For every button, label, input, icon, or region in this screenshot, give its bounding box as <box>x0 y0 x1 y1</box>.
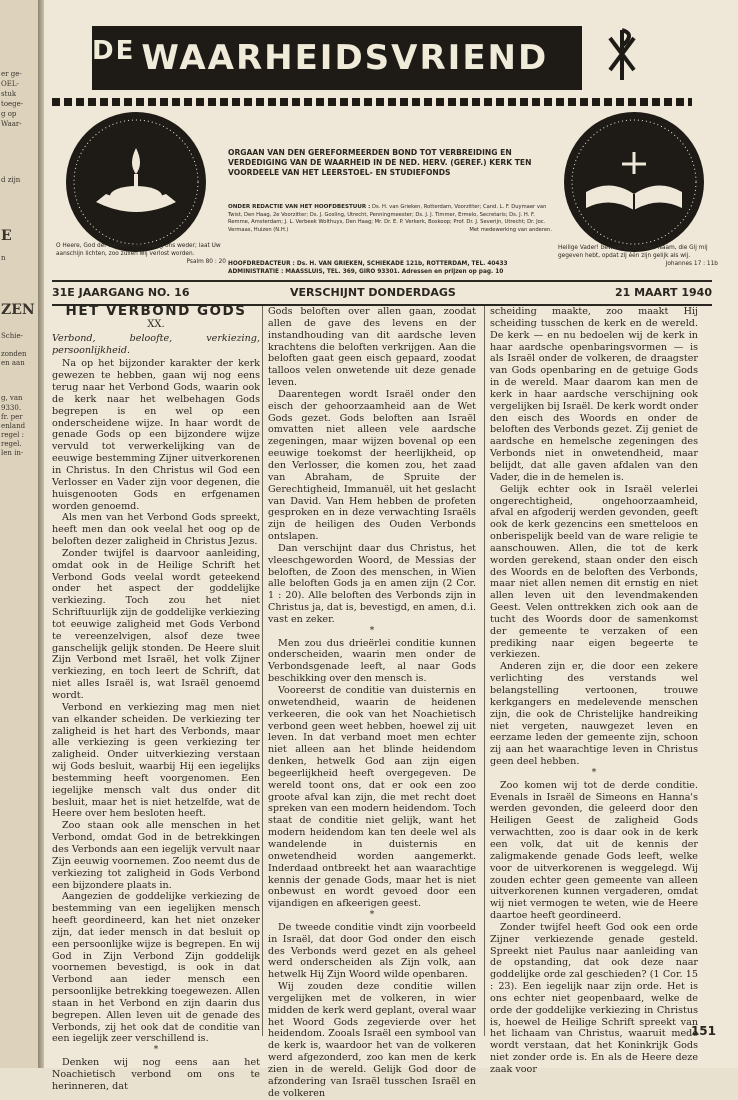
editor-info <box>228 260 552 276</box>
page-number: 151 <box>690 1024 716 1038</box>
prev-fragment: g, van <box>1 394 23 402</box>
masthead-title-de: DE <box>92 36 136 66</box>
lamp-emblem <box>66 112 206 252</box>
paragraph: Gelijk echter ook in Israël velerlei ongerechtigheid, ongehoorzaamheid, afval en afgoderij werden gevonden, geeft ook de kerk gezencins een smetteloos en onberispelijk beeld van de ware religie te aanschouwen. Allen, die tot de kerk worden gerekend, staan onder den eisch des Woords en de beloften des Verbonds, maar niet allen nemen dit ernstig en niet allen leven uit den levendmakenden Geest. Velen onttrekken zich ook aan de tucht des Woords door de samenkomst der gemeente te verzaken of een prediking naar eigen begeerte te verkiezen. <box>490 483 698 661</box>
prev-fragment: regel. <box>1 440 22 448</box>
issue-frequency: VERSCHIJNT DONDERDAGS <box>290 286 456 299</box>
prev-fragment: Schie- <box>1 332 23 340</box>
paragraph: Zonder twijfel heeft God ook een orde Zijner verkiezende genade gesteld. Spreekt niet Paulus naar aanleiding van de opstanding, dat ook deze naar goddelijke orde zal geschieden? (1 Cor. 15 : 23). Een iegelijk naar zijn orde. Het is ons echter niet geopenbaard, welke de orde der goddelijke verkiezing in Christus is, hoewel de Heilige Schrift spreekt van het lichaam van Christus, waaruit mede wordt verstaan, dat het Koninkrijk Gods niet zonder orde is. En als de Heere deze zaak voor <box>490 921 698 1075</box>
paragraph: Verbond en verkiezing mag men niet van elkander scheiden. De verkiezing ter zaligheid is het hart des Verbonds, maar alle verkiezing is geen verkiezing ter zaligheid. Onder uitverkiezing verstaan wij Gods besluit, waarbij Hij een iegelijks bestemming heeft voorgenomen. Een iegelijke mensch valt dus onder dit besluit, maar het is niet hetzelfde, wat de Heere over hem besloten heeft. <box>52 701 260 820</box>
paragraph: Aangezien de goddelijke verkiezing de bestemming van een iegelijken mensch heeft geordineerd, kan het niet onzeker zijn, dat ieder mensch in dat besluit op een persoonlijke wijze is begrepen. En wij God in Zijn Verbond Zijn goddelijk voornemen bevestigd, is ook in dat Verbond aan ieder mensch een persoonlijke betrekking toegewezen. Allen staan in het Verbond en zijn daarin dus begrepen. Allen leven uit de genade des Verbonds, zij het ook dat de conditie van een iegelijk zeer verschillend is. <box>52 891 260 1045</box>
prev-fragment: ZEN <box>1 302 35 318</box>
paragraph: Wij zouden deze conditie willen vergelijken met de volkeren, in wier midden de kerk werd geplant, overal waar het Woord Gods zegevierde over het heidendom. Zooals Israël een symbool van de kerk is, waardoor het van de volkeren werd afgezonderd, zoo kan men de kerk zien in de wereld. Gelijk God door de afzondering van Israël tusschen Israël en de volkeren <box>268 981 476 1099</box>
article-subtitle: Verbond, beloofte, verkiezing, persoonlijkheid. <box>52 332 260 356</box>
editor-in-chief: HOOFDREDACTEUR : Ds. H. VAN GRIEKEN, SCHIEKADE 121b, ROTTERDAM, TEL. 40433 <box>228 261 508 267</box>
editorial-board-tail: Met medewerking van anderen. <box>469 226 552 233</box>
article-column-1 <box>52 303 260 1093</box>
paragraph: De tweede conditie vindt zijn voorbeeld in Israël, dat door God onder den eisch des Verbonds werd gezet en als geheel werd onderscheiden als Zijn volk, aan hetwelk Hij Zijn Woord wilde openbaren. <box>268 921 476 981</box>
masthead-title-main: WAARHEIDSVRIEND <box>141 38 549 78</box>
prev-fragment: g op <box>1 110 17 118</box>
motto-right-ref: Johannes 17 : 11b <box>665 261 718 267</box>
column-divider <box>484 306 485 1036</box>
article-title: HET VERBOND GODS <box>65 303 247 319</box>
paragraph: Als men van het Verbond Gods spreekt, heeft men dan ook veelal het oog op de beloften dezer zaligheid in Christus Jezus. <box>52 512 260 548</box>
decorative-border <box>52 98 692 106</box>
prev-fragment: regel : <box>1 431 24 439</box>
prev-fragment: en aan <box>1 359 25 367</box>
editorial-board-members: Ds. H. van Grieken, Rotterdam, Voorzitter; Cand. L. F. Duymaer van Twist, Den Haag, 2e Voorzitter; Ds. J. Gosling, Utrecht, Penningmeester; Ds. J. J. Timmer, Ermelo, Secretaris; Ds. J. H. F. Remme, Amsterdam; J. L. Verbeek Wolthuys, Den Haag; Mr. Dr. E. P. Verkerk, Boskoop; Prof. Dr. J. Severijn, Utrecht; Dr. Joc. Vermaas, Huizen (N.H.) <box>228 204 547 233</box>
motto-right: Heilige Vader! bewaar ze in Uwen Naam, die Gij mij gegeven hebt, opdat zij één zijn gelijk als wij. Johannes 17 : 11b <box>558 245 718 267</box>
prev-fragment: stuk <box>1 90 17 98</box>
prev-fragment: E <box>1 228 12 244</box>
section-separator: * <box>369 910 375 921</box>
organ-statement: ORGAAN VAN DEN GEREFORMEERDEN BOND TOT VERBREIDING EN VERDEDIGING VAN DE WAARHEID IN DE NED. HERV. (GEREF.) KERK TEN VOORDEELE VAN HET LEERSTOEL- EN STUDIEFONDS <box>228 148 532 177</box>
prev-fragment: OEL- <box>1 80 19 88</box>
masthead-title <box>92 38 548 78</box>
paragraph: Zoo staan ook alle menschen in het Verbond, omdat God in de betrekkingen des Verbonds aan een iegelijk vervult naar Zijn eeuwig voornemen. Zoo neemt dus de verkiezing tot zaligheid in Gods Verbond een bijzondere plaats in. <box>52 820 260 891</box>
prev-fragment: len in- <box>1 449 24 457</box>
issue-volume: 31E JAARGANG NO. 16 <box>52 286 190 299</box>
article-column-3 <box>490 306 698 1076</box>
column-divider <box>262 306 263 1036</box>
section-separator: * <box>591 767 597 778</box>
issue-date: 21 MAART 1940 <box>614 286 712 299</box>
administration: ADMINISTRATIE : MAASSLUIS, TEL. 369, GIRO 93301. Adressen en prijzen op pag. 10 <box>228 269 504 275</box>
masthead <box>52 20 718 278</box>
motto-left: O Heere, God der heirscharen, breng ons weder; laat Uw aanschijn lichten, zoo zullen wij verlost worden. Psalm 80 : 20 <box>56 243 226 265</box>
prev-fragment: n <box>1 254 6 262</box>
paragraph: Vooreerst de conditie van duisternis en onwetendheid, waarin de heidenen verkeeren, die ook van het Noachietisch verbond geen weet hebben, hoewel zij uit leven. In dat verband moet men echter niet alleen aan het blinde heidendom denken, hetwelk God aan zijn eigen begeerlijkheid heeft overgegeven. De wereld toont ons, dat er ook een zoo groote afval kan zijn, die met recht doet spreken van een modern heidendom. Toch staat de conditie niet gelijk, want het modern heidendom kan ten deele wel als wandelende in duisternis en onwetendheid worden aangemerkt. Inderdaad ontbreekt het aan waarachtige kennis der genade Gods, maar het is niet onbewust en wordt gevoed door een vijandigen en afkeerigen geest. <box>268 685 476 910</box>
paragraph: Na op het bijzonder karakter der kerk gewezen te hebben, gaan wij nog eens terug naar het Verbond Gods, waarin ook de kerk naar het welbehagen Gods begrepen is en wel op een onderscheidene wijze. In haar wordt de genade Gods op een bijzondere wijze vervuld tot verwerkelijking van de eeuwige bestemming Zijner uitverkorenen in Christus. In den Christus wil God een Verlosser en Vader zijn voor degenen, die huisgenooten Gods en erfgenamen worden genoemd. <box>52 358 260 512</box>
prev-fragment: d zijn <box>1 176 21 184</box>
prev-fragment: fr. per <box>1 413 23 421</box>
chi-rho-icon <box>592 24 652 84</box>
paragraph: Gods beloften over allen gaan, zoodat allen de gave des levens en der instandhouding van dit aardsche leven krachtens die beloften verkrijgen. Aan die beloften gaat geen eisch gepaard, zoodat talloos velen onwetende uit deze genade leven. <box>268 306 476 389</box>
bible-emblem <box>564 112 704 252</box>
paragraph: Zonder twijfel is daarvoor aanleiding, omdat ook in de Heilige Schrift het Verbond Gods veelal wordt geteekend onder het aspect der goddelijke verkiezing. Toch zou het niet Schriftuurlijk zijn de goddelijke verkiezing tot eeuwige zaligheid met Gods Verbond te vereenzelvigen, alsof deze twee ganschelijk gelijk stonden. De Heere sluit Zijn Verbond met Israël, het volk Zijner verkiezing, en toch leert de Schrift, dat niet alles Israël is, wat Israël genoemd wordt. <box>52 547 260 701</box>
prev-fragment: enland <box>1 422 26 430</box>
article-column-2 <box>268 306 476 1100</box>
motto-left-ref: Psalm 80 : 20 <box>186 259 226 265</box>
prev-fragment: Waar- <box>1 120 22 128</box>
paragraph: Dan verschijnt daar dus Christus, het vleeschgeworden Woord, de Messias der beloften, de Zoon des menschen, in Wien alle beloften Gods ja en amen zijn (2 Cor. 1 : 20). Alle beloften des Verbonds zijn in Christus ja, dat is, bevestigd, en amen, d.i. vast en zeker. <box>268 542 476 625</box>
oil-lamp-icon <box>66 112 206 252</box>
prev-fragment: toege- <box>1 100 24 108</box>
paragraph: scheiding maakte, zoo maakt Hij scheiding tusschen de kerk en de wereld. De kerk — en nu bedoelen wij de kerk in haar aardsche openbaringsvormen — is als Israël onder de volkeren, de draagster van Gods openbaring en de getuige Gods in de wereld. Maar daarom kan men de kerk in haar aardsche verschijning ook vergelijken bij Israël. De kerk wordt onder den eisch des Woords en onder de beloften des Verbonds gezet. Zij geniet de aardsche en hemelsche zegeningen des Verbonds niet in onwetendheid, maar belijdt, dat alle gaven afdalen van den Vader, die in de hemelen is. <box>490 306 698 483</box>
prev-fragment: zonden <box>1 350 27 358</box>
open-book-icon <box>564 112 704 252</box>
newspaper-page <box>44 0 738 1099</box>
article-number: XX. <box>147 318 165 330</box>
paragraph: Anderen zijn er, die door een zekere verlichting des verstands wel belangstelling vertoonen, trouwe kerkgangers en medelevende menschen zijn, die ook de Christelijke handreiking niet vergeten, nauwgezet leven en eerzame leden der gemeente zijn, schoon zij aan het waarachtige leven in Christus geen deel hebben. <box>490 661 698 768</box>
prev-fragment: er ge- <box>1 70 22 78</box>
prev-fragment: 9330. <box>1 404 22 412</box>
section-separator: * <box>369 625 375 636</box>
editorial-board <box>228 204 552 234</box>
editorial-board-heading: ONDER REDACTIE VAN HET HOOFDBESTUUR : <box>228 204 371 210</box>
paragraph: Denken wij nog eens aan het Noachietisch verbond om ons te herinneren, dat <box>52 1057 260 1092</box>
section-separator: * <box>153 1045 159 1056</box>
paragraph: Daarentegen wordt Israël onder den eisch der gehoorzaamheid aan de Wet Gods gezet. Gods beloften aan Israël omvatten niet alleen vele aardsche zegeningen, maar wijzen bovenal op een eeuwige toekomst der heerlijkheid, op den Verlosser, die komen zou, het zaad van Abraham, de Spruite der Gerechtigheid, Immanuël, uit het geslacht van David. Van Hem hebben de profeten gesproken en in deze verwachting Israëls zijn de heiligen des Ouden Verbonds ontslapen. <box>268 388 476 543</box>
paragraph: Zoo komen wij tot de derde conditie. Evenals in Israël de Simeons en Hanna's werden gevonden, die geleerd door den Heiligen Geest de zaligheid Gods verwachtten, zoo is daar ook in de kerk een volk, dat uit de kennis der zaligmakende genade Gods leeft, welke voor de uitverkorenen is weggelegd. Wij zouden echter geen gemeente van alleen uitverkorenen kunnen vergaderen, omdat wij niet vermogen te weten, wie de Heere daartoe heeft geordineerd. <box>490 779 698 922</box>
paragraph: Men zou dus drieërlei conditie kunnen onderscheiden, waarin men onder de Verbondsgenade leeft, al naar Gods beschikking over den mensch is. <box>268 637 476 685</box>
previous-page-edge <box>0 0 38 1068</box>
